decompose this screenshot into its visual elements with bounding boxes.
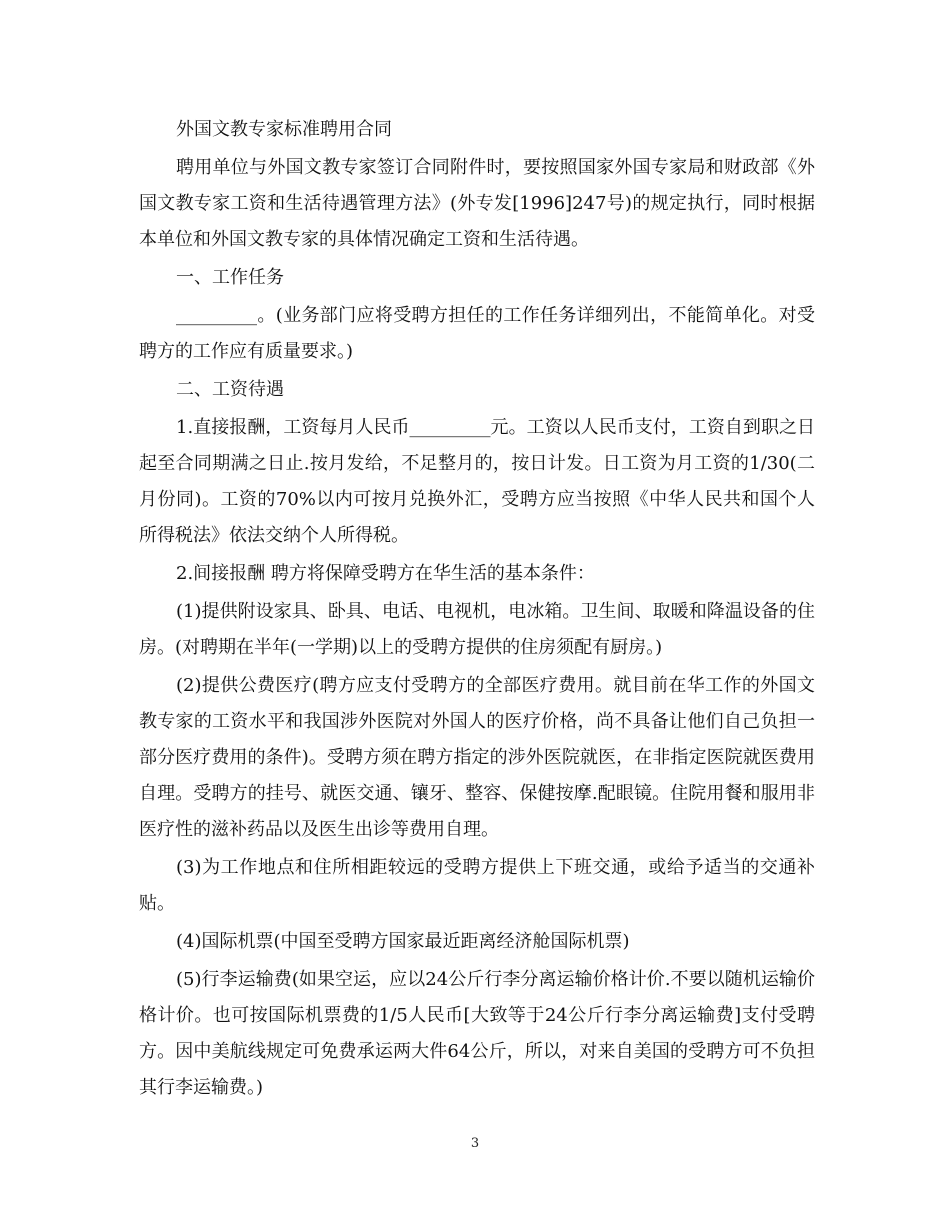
document-body xyxy=(139,112,815,1108)
page-number: 3 xyxy=(470,1136,480,1151)
document-title: 外国文教专家标准聘用合同 xyxy=(176,119,392,140)
section-heading-work-tasks: 一、工作任务 xyxy=(176,267,284,288)
list-item-airfare: (4)国际机票(中国至受聘方国家最近距离经济舱国际机票) xyxy=(176,931,630,952)
paragraph-intro: 聘用单位与外国文教专家签订合同附件时，要按照国家外国专家局和财政部《外国文教专家工资和生活待遇管理方法》(外专发[1996]247号)的规定执行，同时根据本单位和外国文教专家的具体情况确定工资和生活待遇。 xyxy=(139,157,815,250)
section-heading-salary: 二、工资待遇 xyxy=(176,379,284,400)
list-item-medical: (2)提供公费医疗(聘方应支付受聘方的全部医疗费用。就目前在华工作的外国文教专家的工资水平和我国涉外医院对外国人的医疗价格，尚不具备让他们自己负担一部分医疗费用的条件)。受聘方须在聘方指定的涉外医院就医，在非指定医院就医费用自理。受聘方的挂号、就医交通、镶牙、整容、保健按摩.配眼镜。住院用餐和服用非医疗性的滋补药品以及医生出诊等费用自理。 xyxy=(139,675,815,840)
list-item-transport: (3)为工作地点和住所相距较远的受聘方提供上下班交通，或给予适当的交通补贴。 xyxy=(139,857,815,914)
paragraph-indirect-pay: 2.间接报酬 聘方将保障受聘方在华生活的基本条件： xyxy=(176,563,595,584)
list-item-luggage: (5)行李运输费(如果空运，应以24公斤行李分离运输价格计价.不要以随机运输价格计价。也可按国际机票费的1/5人民币[大致等于24公斤行李分离运输费]支付受聘方。因中美航线规定可免费承运两大件64公斤，所以，对来自美国的受聘方可不负担其行李运输费。) xyxy=(139,969,815,1098)
list-item-housing: (1)提供附设家具、卧具、电话、电视机，电冰箱。卫生间、取暖和降温设备的住房。(对聘期在半年(一学期)以上的受聘方提供的住房须配有厨房。) xyxy=(139,601,815,658)
paragraph-direct-pay: 1.直接报酬，工资每月人民币_________元。工资以人民币支付，工资自到职之日起至合同期满之日止.按月发给，不足整月的，按日计发。日工资为月工资的1/30(二月份同)。工资的70%以内可按月兑换外汇，受聘方应当按照《中华人民共和国个人所得税法》依法交纳个人所得税。 xyxy=(139,417,815,546)
paragraph-work-tasks: _________。(业务部门应将受聘方担任的工作任务详细列出，不能简单化。对受聘方的工作应有质量要求。) xyxy=(139,305,815,362)
